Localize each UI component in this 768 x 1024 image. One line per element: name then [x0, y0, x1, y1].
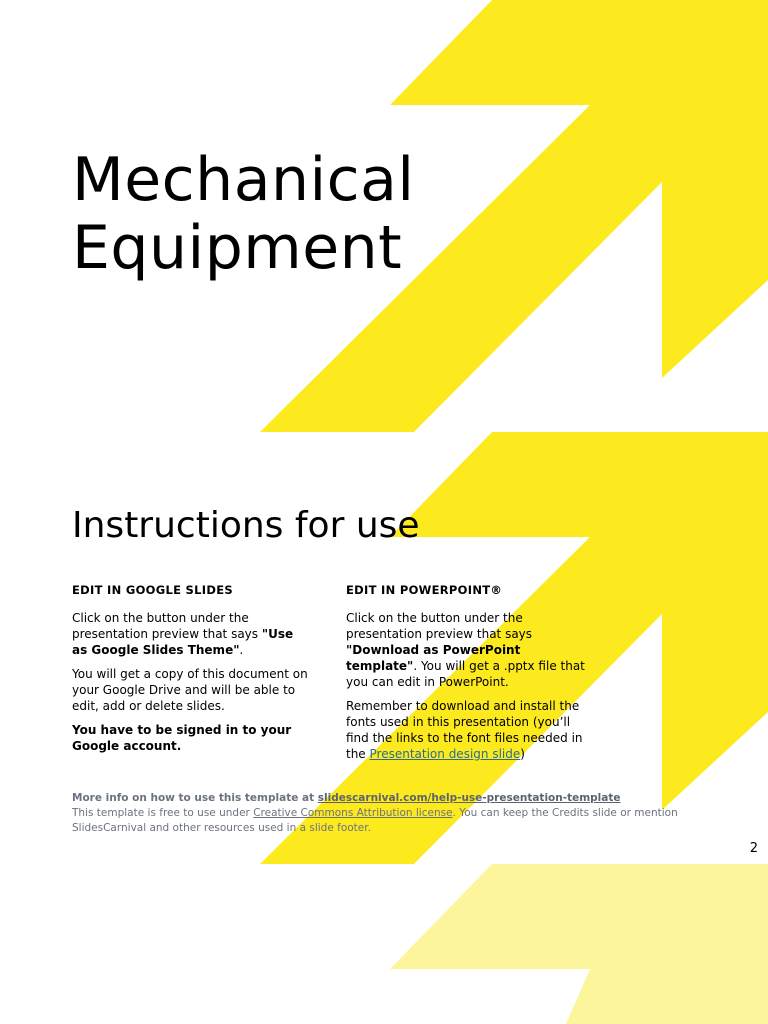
partial-next-slide — [0, 864, 768, 1024]
title-line-2: Equipment — [72, 213, 403, 283]
title-slide — [0, 0, 768, 432]
pale-arrow-body — [390, 864, 768, 1024]
license-line — [72, 806, 712, 836]
powerpoint-paragraph-2 — [346, 698, 586, 762]
title-line-1: Mechanical — [72, 145, 415, 215]
powerpoint-heading: EDIT IN POWERPOINT® — [346, 583, 503, 597]
google-slides-column — [72, 582, 312, 762]
presentation-title — [72, 146, 415, 282]
google-heading: EDIT IN GOOGLE SLIDES — [72, 583, 233, 597]
ppt-p2-end: ) — [520, 747, 525, 761]
ppt-p2-text: Remember to download and install the fonts used in this presentation (you’ll find the links to the font files needed in the — [346, 699, 583, 761]
more-info-line — [72, 791, 712, 806]
more-info-label: More info on how to use this template at — [72, 792, 318, 804]
powerpoint-paragraph-1 — [346, 610, 586, 690]
license-link[interactable]: Creative Commons Attribution license — [253, 807, 453, 819]
ppt-p1-bold: "Download as PowerPoint template" — [346, 643, 521, 673]
google-p1-bold: "Use as Google Slides Theme" — [72, 627, 294, 657]
google-paragraph-2: You will get a copy of this document on your Google Drive and will be able to edit, add or delete slides. — [72, 667, 308, 713]
google-paragraph-3: You have to be signed in to your Google account. — [72, 723, 292, 753]
instructions-slide — [0, 432, 768, 864]
powerpoint-column — [346, 582, 586, 770]
help-link[interactable]: slidescarnival.com/help-use-presentation-template — [317, 792, 621, 804]
license-text-end: . You can keep the Credits slide or mention SlidesCarnival and other resources used in a slide footer. — [72, 807, 678, 834]
instructions-title: Instructions for use — [72, 505, 420, 546]
page-number: 2 — [749, 841, 758, 856]
google-paragraph-1 — [72, 610, 312, 658]
license-text: This template is free to use under — [72, 807, 254, 819]
ppt-p1-end: . You will get a .pptx file that you can edit in PowerPoint. — [346, 659, 585, 689]
presentation-design-slide-link[interactable]: Presentation design slide — [369, 747, 521, 761]
google-p1-end: . — [239, 643, 244, 657]
ppt-p1-text: Click on the button under the presentation preview that says — [346, 611, 533, 641]
slide-footer — [72, 791, 712, 836]
google-p1-text: Click on the button under the presentation preview that says — [72, 611, 262, 641]
pale-arrow-shape — [0, 864, 768, 1024]
